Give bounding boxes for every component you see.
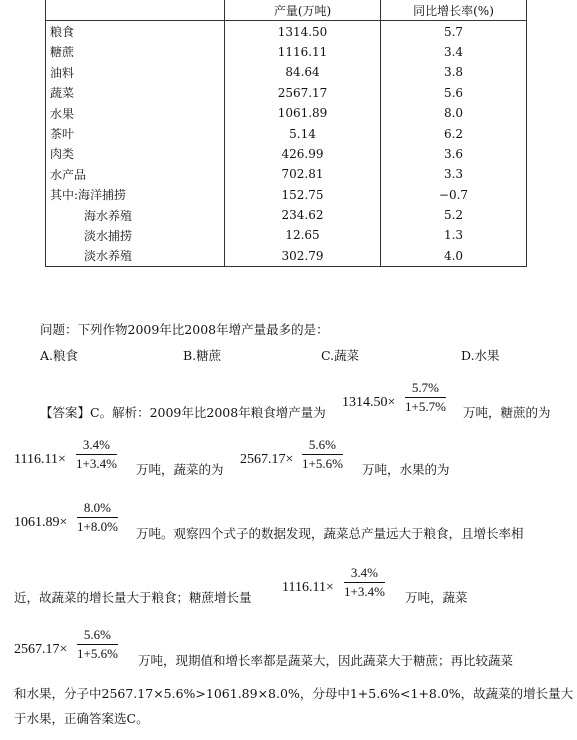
row-output: 234.62: [225, 205, 381, 225]
table-row: [46, 21, 527, 42]
option-a: A.粮食: [40, 348, 79, 363]
table-row: [46, 144, 527, 164]
table-row: [46, 62, 527, 82]
table-row: [46, 123, 527, 143]
row-name: 其中:海洋捕捞: [46, 185, 225, 205]
fraction-fruit-num: 8.0%: [77, 500, 118, 518]
row-name: 油料: [46, 62, 225, 82]
row-growth: 8.0: [443, 106, 464, 121]
row-output: 1061.89: [225, 103, 381, 123]
row-output: 1314.50: [225, 21, 381, 42]
row-name: 淡水养殖: [46, 246, 225, 267]
option-c: C.蔬菜: [321, 348, 360, 363]
row-output: 302.79: [225, 246, 381, 267]
fraction-sugarcane-coef: 1116.11×: [14, 452, 66, 467]
row-growth: 3.4: [443, 44, 464, 59]
table-row: [46, 164, 527, 184]
row-output: 426.99: [225, 144, 381, 164]
row-name: 茶叶: [46, 123, 225, 143]
table-header-row: [46, 0, 527, 21]
fraction-veg-2-den: 1+5.6%: [77, 646, 118, 661]
row-name: 粮食: [46, 21, 225, 42]
row-output: 5.14: [225, 123, 381, 143]
row-name: 肉类: [46, 144, 225, 164]
fraction-fruit-coef: 1061.89×: [14, 515, 68, 530]
row-output: 84.64: [225, 62, 381, 82]
row-growth: 1.3: [443, 228, 464, 243]
row-name: 蔬菜: [46, 83, 225, 103]
row-output: 12.65: [225, 225, 381, 245]
answer-line1-suffix: 万吨，糖蔗的为: [463, 405, 551, 420]
fraction-rice-coef: 1314.50×: [342, 395, 396, 410]
table-row: [46, 185, 527, 205]
fraction-rice-den: 1+5.7%: [405, 399, 446, 414]
answer-line5-suffix: 万吨，现期值和增长率都是蔬菜大，因此蔬菜大于糖蔗；再比较蔬菜: [138, 653, 514, 668]
row-name: 糖蔗: [46, 42, 225, 62]
table-row: [46, 83, 527, 103]
row-name: 水产品: [46, 164, 225, 184]
table-row: [46, 103, 527, 123]
row-growth: 3.8: [443, 65, 464, 80]
question-text: 问题：下列作物2009年比2008年增产量最多的是：: [40, 322, 329, 337]
fraction-fruit-den: 1+8.0%: [77, 519, 118, 534]
row-output: 152.75: [225, 185, 381, 205]
row-growth: 5.6: [443, 85, 464, 100]
row-output: 702.81: [225, 164, 381, 184]
option-d: D.水果: [461, 348, 500, 363]
table-row: [46, 42, 527, 62]
row-name: 海水养殖: [46, 205, 225, 225]
fraction-veg-coef: 2567.17×: [240, 452, 294, 467]
answer-line4-prefix: 近，故蔬菜的增长量大于粮食；糖蔗增长量: [14, 590, 252, 605]
row-output: 1116.11: [225, 42, 381, 62]
row-growth: 3.3: [443, 167, 464, 182]
answer-line3-suffix: 万吨。观察四个式子的数据发现，蔬菜总产量远大于粮食，且增长率相: [136, 526, 524, 541]
row-output: 2567.17: [225, 83, 381, 103]
row-growth: 3.6: [443, 146, 464, 161]
answer-line6: 和水果，分子中2567.17×5.6%>1061.89×8.0%，分母中1+5.6%<1+8.0%，故蔬菜的增长量大: [14, 686, 574, 701]
row-name: 淡水捕捞: [46, 225, 225, 245]
table-row: [46, 225, 527, 245]
row-growth: 5.2: [443, 208, 464, 223]
answer-line1-prefix: 【答案】C。解析：2009年比2008年粮食增产量为: [40, 405, 326, 420]
answer-line2-suffix: 万吨，水果的为: [362, 462, 450, 477]
header-growth: 同比增长率(%): [381, 0, 527, 21]
fraction-sugarcane-num: 3.4%: [76, 437, 117, 455]
header-output: 产量(万吨): [225, 0, 381, 21]
fraction-sugarcane-2-coef: 1116.11×: [282, 580, 334, 595]
row-growth: 6.2: [443, 126, 464, 141]
fraction-rice-num: 5.7%: [405, 380, 446, 398]
table-row: [46, 205, 527, 225]
fraction-veg-den: 1+5.6%: [302, 456, 343, 471]
data-table: [45, 0, 527, 267]
row-name: 水果: [46, 103, 225, 123]
fraction-veg-2-coef: 2567.17×: [14, 642, 68, 657]
answer-line7: 于水果，正确答案选C。: [14, 711, 149, 726]
row-growth: 5.7: [443, 24, 464, 39]
fraction-veg-2-num: 5.6%: [77, 627, 118, 645]
row-growth: 4.0: [381, 246, 527, 267]
fraction-sugarcane-2-num: 3.4%: [344, 565, 385, 583]
option-b: B.糖蔗: [183, 348, 222, 363]
answer-line4-suffix: 万吨，蔬菜: [405, 590, 468, 605]
fraction-veg-num: 5.6%: [302, 437, 343, 455]
header-name: [46, 0, 225, 21]
fraction-sugarcane-den: 1+3.4%: [76, 456, 117, 471]
fraction-sugarcane-2-den: 1+3.4%: [344, 584, 385, 599]
answer-line2-mid: 万吨，蔬菜的为: [136, 462, 224, 477]
table-row: [46, 246, 527, 267]
row-growth: −0.7: [438, 187, 469, 202]
